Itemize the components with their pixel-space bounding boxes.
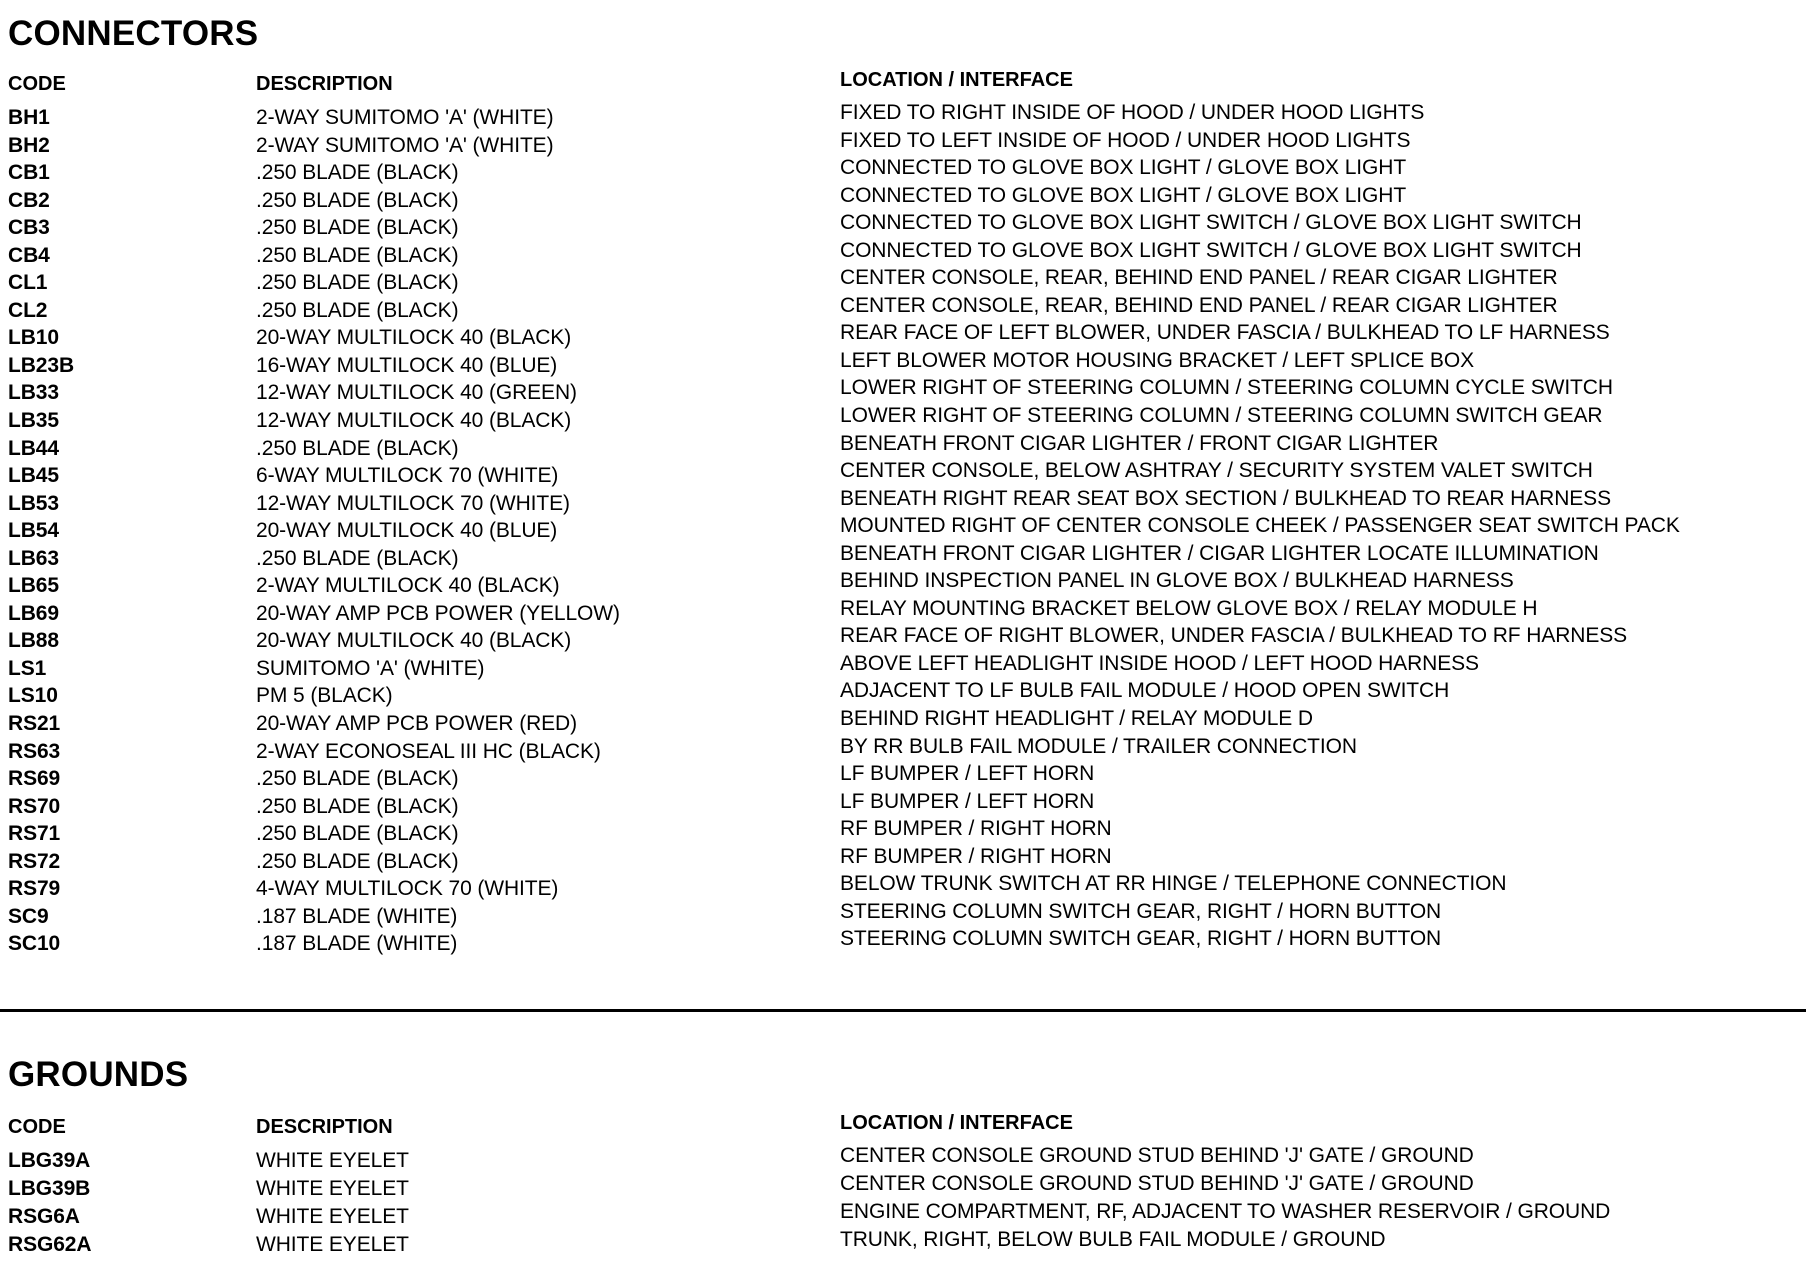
code-cell: CB2 [8, 188, 50, 212]
location-cell: BENEATH RIGHT REAR SEAT BOX SECTION / BULKHEAD TO REAR HARNESS [840, 486, 1611, 510]
location-cell: ABOVE LEFT HEADLIGHT INSIDE HOOD / LEFT HOOD HARNESS [840, 651, 1479, 675]
description-cell: 4-WAY MULTILOCK 70 (WHITE) [256, 877, 559, 901]
location-cell: BENEATH FRONT CIGAR LIGHTER / FRONT CIGAR LIGHTER [840, 431, 1439, 455]
code-cell: LB53 [8, 491, 59, 515]
description-cell: 2-WAY ECONOSEAL III HC (BLACK) [256, 739, 601, 763]
description-cell: .250 BLADE (BLACK) [256, 243, 459, 267]
description-cell: SUMITOMO 'A' (WHITE) [256, 656, 485, 680]
code-cell: RS63 [8, 739, 61, 763]
location-cell: BEHIND RIGHT HEADLIGHT / RELAY MODULE D [840, 707, 1313, 731]
location-cell: RF BUMPER / RIGHT HORN [840, 817, 1112, 841]
description-cell: .250 BLADE (BLACK) [256, 822, 459, 846]
grounds-header-description: DESCRIPTION [256, 1116, 393, 1138]
location-cell: BELOW TRUNK SWITCH AT RR HINGE / TELEPHONE CONNECTION [840, 872, 1507, 896]
code-cell: RS72 [8, 849, 61, 873]
grounds-table [0, 1144, 1806, 1259]
code-cell: RSG6A [8, 1205, 80, 1228]
code-cell: LB69 [8, 601, 59, 625]
section-divider [0, 1009, 1806, 1012]
description-cell: .250 BLADE (BLACK) [256, 767, 459, 791]
description-cell: .250 BLADE (BLACK) [256, 794, 459, 818]
grounds-title: GROUNDS [8, 1055, 189, 1094]
description-cell: .250 BLADE (BLACK) [256, 298, 459, 322]
location-cell: BENEATH FRONT CIGAR LIGHTER / CIGAR LIGHTER LOCATE ILLUMINATION [840, 541, 1599, 565]
location-cell: CONNECTED TO GLOVE BOX LIGHT / GLOVE BOX LIGHT [840, 183, 1407, 207]
description-cell: 12-WAY MULTILOCK 40 (GREEN) [256, 381, 577, 405]
description-cell: 20-WAY MULTILOCK 40 (BLACK) [256, 629, 572, 653]
code-cell: RS69 [8, 767, 61, 791]
description-cell: 12-WAY MULTILOCK 70 (WHITE) [256, 491, 570, 515]
code-cell: LS10 [8, 684, 58, 708]
grounds-header-location: LOCATION / INTERFACE [840, 1112, 1073, 1134]
description-cell: .250 BLADE (BLACK) [256, 161, 459, 185]
location-cell: ENGINE COMPARTMENT, RF, ADJACENT TO WASHER RESERVOIR / GROUND [840, 1200, 1611, 1223]
location-cell: LEFT BLOWER MOTOR HOUSING BRACKET / LEFT SPLICE BOX [840, 348, 1474, 372]
location-cell: BY RR BULB FAIL MODULE / TRAILER CONNECTION [840, 734, 1357, 758]
code-cell: LB33 [8, 381, 59, 405]
description-cell: 6-WAY MULTILOCK 70 (WHITE) [256, 464, 559, 488]
code-cell: RS71 [8, 822, 61, 846]
location-cell: CENTER CONSOLE GROUND STUD BEHIND 'J' GATE / GROUND [840, 1144, 1474, 1167]
location-cell: STEERING COLUMN SWITCH GEAR, RIGHT / HORN BUTTON [840, 927, 1442, 951]
description-cell: .250 BLADE (BLACK) [256, 271, 459, 295]
description-cell: 2-WAY SUMITOMO 'A' (WHITE) [256, 133, 554, 157]
code-cell: LBG39B [8, 1177, 91, 1200]
code-cell: CL2 [8, 298, 48, 322]
location-cell: REAR FACE OF LEFT BLOWER, UNDER FASCIA / BULKHEAD TO LF HARNESS [840, 321, 1610, 345]
location-cell: ADJACENT TO LF BULB FAIL MODULE / HOOD OPEN SWITCH [840, 679, 1450, 703]
location-cell: CENTER CONSOLE GROUND STUD BEHIND 'J' GATE / GROUND [840, 1172, 1474, 1195]
description-cell: 12-WAY MULTILOCK 40 (BLACK) [256, 409, 572, 433]
description-cell: 20-WAY MULTILOCK 40 (BLUE) [256, 519, 558, 543]
code-cell: LB65 [8, 574, 59, 598]
code-cell: LB35 [8, 409, 59, 433]
location-cell: CONNECTED TO GLOVE BOX LIGHT / GLOVE BOX LIGHT [840, 156, 1407, 180]
description-cell: .250 BLADE (BLACK) [256, 216, 459, 240]
code-cell: SC9 [8, 904, 49, 928]
table-row [0, 927, 1806, 958]
description-cell: .250 BLADE (BLACK) [256, 188, 459, 212]
code-cell: LB54 [8, 519, 59, 543]
connectors-table [0, 101, 1806, 958]
description-cell: .187 BLADE (WHITE) [256, 904, 458, 928]
connectors-header-code: CODE [8, 73, 66, 95]
table-row [0, 1228, 1806, 1259]
description-cell: .250 BLADE (BLACK) [256, 849, 459, 873]
code-cell: LB88 [8, 629, 59, 653]
location-cell: REAR FACE OF RIGHT BLOWER, UNDER FASCIA / BULKHEAD TO RF HARNESS [840, 624, 1628, 648]
location-cell: CENTER CONSOLE, REAR, BEHIND END PANEL / REAR CIGAR LIGHTER [840, 266, 1558, 290]
code-cell: LB63 [8, 546, 59, 570]
code-cell: CB1 [8, 161, 50, 185]
code-cell: LB45 [8, 464, 59, 488]
description-cell: 16-WAY MULTILOCK 40 (BLUE) [256, 353, 558, 377]
location-cell: FIXED TO RIGHT INSIDE OF HOOD / UNDER HOOD LIGHTS [840, 101, 1425, 124]
grounds-header-code: CODE [8, 1116, 66, 1138]
description-cell: WHITE EYELET [256, 1233, 409, 1256]
code-cell: CB4 [8, 243, 50, 267]
location-cell: FIXED TO LEFT INSIDE OF HOOD / UNDER HOOD LIGHTS [840, 128, 1411, 152]
code-cell: BH2 [8, 133, 50, 157]
location-cell: RF BUMPER / RIGHT HORN [840, 844, 1112, 868]
location-cell: RELAY MOUNTING BRACKET BELOW GLOVE BOX / RELAY MODULE H [840, 596, 1538, 620]
location-cell: STEERING COLUMN SWITCH GEAR, RIGHT / HORN BUTTON [840, 899, 1442, 923]
description-cell: WHITE EYELET [256, 1177, 409, 1200]
code-cell: LB44 [8, 436, 59, 460]
code-cell: LBG39A [8, 1149, 91, 1172]
location-cell: BEHIND INSPECTION PANEL IN GLOVE BOX / BULKHEAD HARNESS [840, 569, 1514, 593]
description-cell: 20-WAY AMP PCB POWER (YELLOW) [256, 601, 620, 625]
code-cell: LS1 [8, 656, 47, 680]
location-cell: MOUNTED RIGHT OF CENTER CONSOLE CHEEK / PASSENGER SEAT SWITCH PACK [840, 514, 1680, 538]
location-cell: LOWER RIGHT OF STEERING COLUMN / STEERING COLUMN CYCLE SWITCH [840, 376, 1613, 400]
code-cell: LB10 [8, 326, 59, 350]
location-cell: LOWER RIGHT OF STEERING COLUMN / STEERING COLUMN SWITCH GEAR [840, 404, 1603, 428]
connectors-title: CONNECTORS [8, 14, 259, 53]
location-cell: CENTER CONSOLE, BELOW ASHTRAY / SECURITY SYSTEM VALET SWITCH [840, 459, 1593, 483]
connectors-header-description: DESCRIPTION [256, 73, 393, 95]
description-cell: 20-WAY AMP PCB POWER (RED) [256, 712, 578, 736]
description-cell: .187 BLADE (WHITE) [256, 932, 458, 956]
code-cell: RS70 [8, 794, 61, 818]
code-cell: RS79 [8, 877, 61, 901]
description-cell: 20-WAY MULTILOCK 40 (BLACK) [256, 326, 572, 350]
code-cell: CB3 [8, 216, 50, 240]
location-cell: TRUNK, RIGHT, BELOW BULB FAIL MODULE / GROUND [840, 1228, 1386, 1251]
code-cell: SC10 [8, 932, 61, 956]
description-cell: .250 BLADE (BLACK) [256, 436, 459, 460]
location-cell: CONNECTED TO GLOVE BOX LIGHT SWITCH / GLOVE BOX LIGHT SWITCH [840, 238, 1582, 262]
description-cell: PM 5 (BLACK) [256, 684, 393, 708]
description-cell: WHITE EYELET [256, 1205, 409, 1228]
description-cell: 2-WAY SUMITOMO 'A' (WHITE) [256, 106, 554, 129]
location-cell: LF BUMPER / LEFT HORN [840, 762, 1095, 786]
connectors-header-location: LOCATION / INTERFACE [840, 69, 1073, 91]
location-cell: CONNECTED TO GLOVE BOX LIGHT SWITCH / GLOVE BOX LIGHT SWITCH [840, 211, 1582, 235]
description-cell: .250 BLADE (BLACK) [256, 546, 459, 570]
description-cell: 2-WAY MULTILOCK 40 (BLACK) [256, 574, 560, 598]
code-cell: RS21 [8, 712, 61, 736]
description-cell: WHITE EYELET [256, 1149, 409, 1172]
location-cell: LF BUMPER / LEFT HORN [840, 789, 1095, 813]
code-cell: CL1 [8, 271, 48, 295]
location-cell: CENTER CONSOLE, REAR, BEHIND END PANEL / REAR CIGAR LIGHTER [840, 293, 1558, 317]
code-cell: RSG62A [8, 1233, 92, 1256]
code-cell: BH1 [8, 106, 50, 129]
code-cell: LB23B [8, 353, 75, 377]
